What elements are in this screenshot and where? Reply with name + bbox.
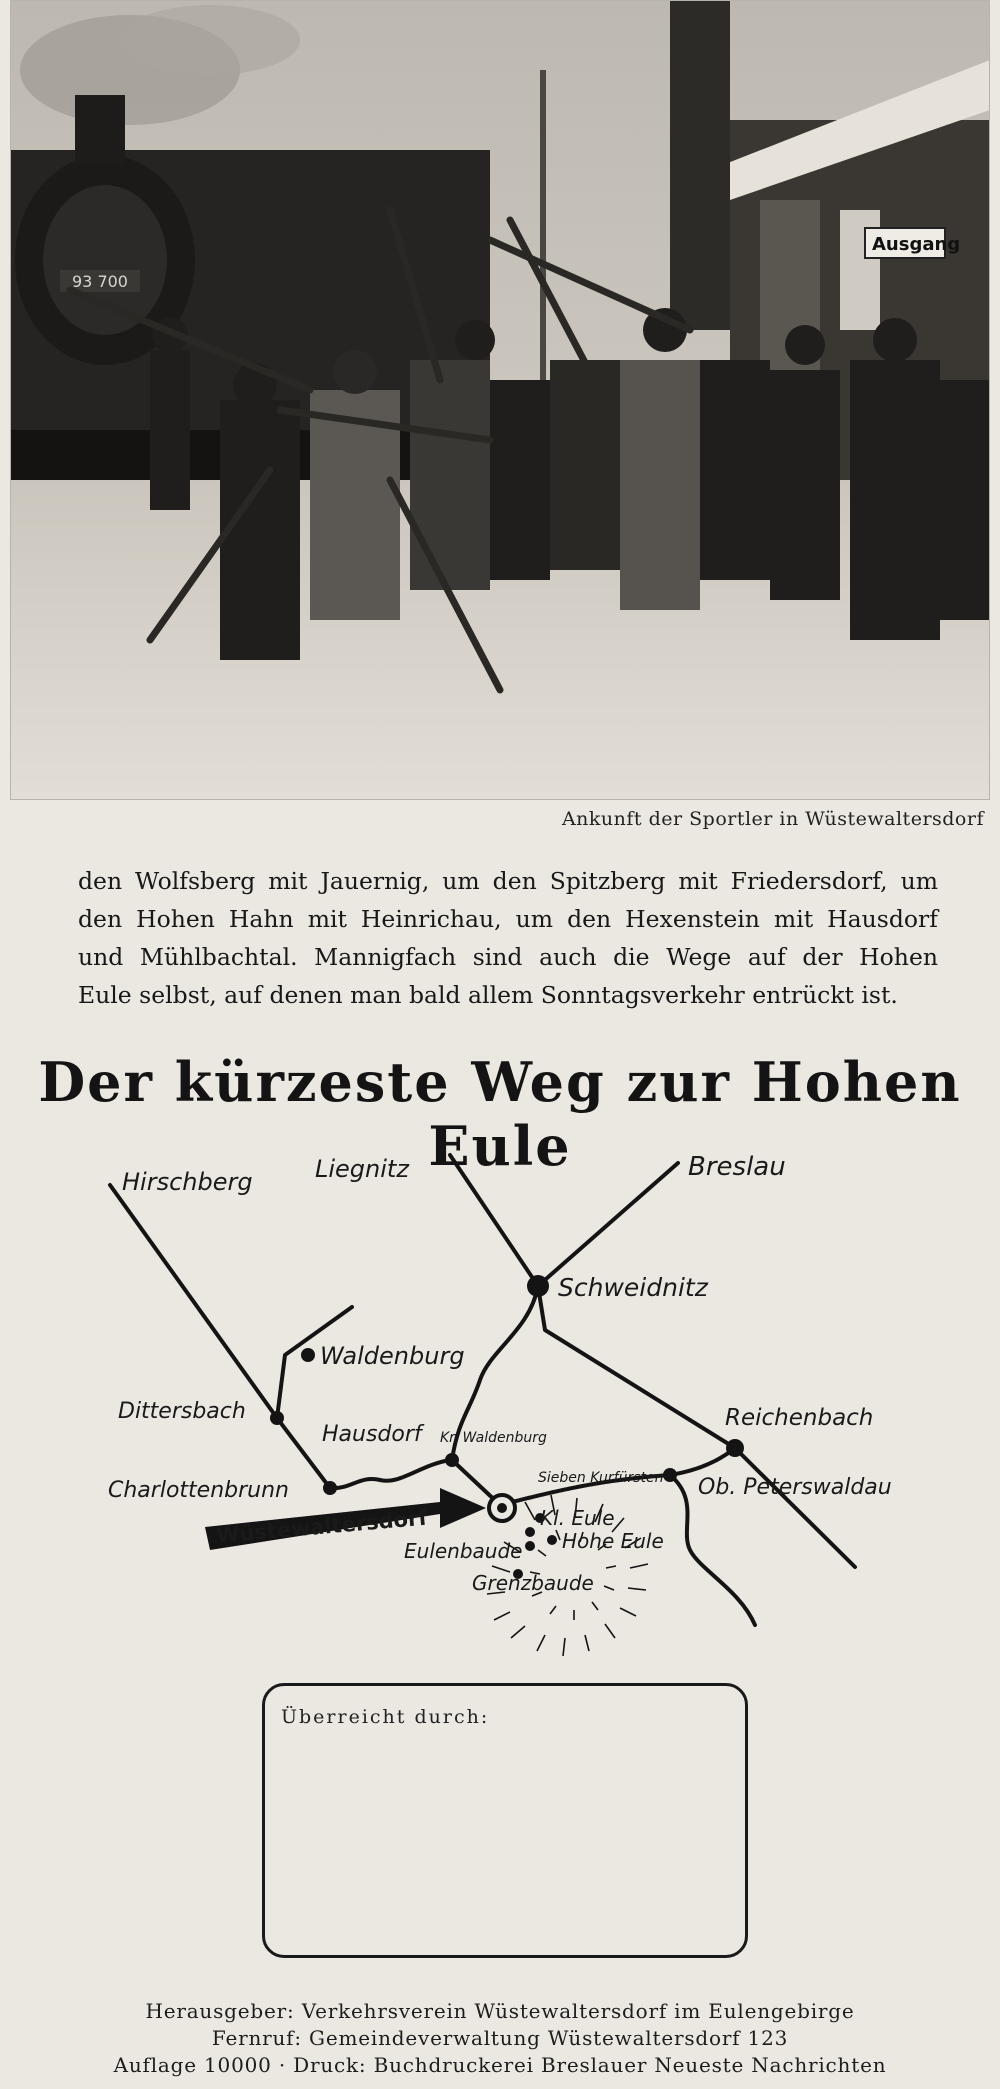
- photo-caption: Ankunft der Sportler in Wüstewaltersdorf: [561, 808, 984, 830]
- place-hausdorf: Hausdorf: [322, 1422, 422, 1447]
- place-hirschberg: Hirschberg: [122, 1168, 253, 1196]
- handover-label: Überreicht durch:: [281, 1706, 490, 1728]
- place-charlottenbrunn: Charlottenbrunn: [108, 1478, 289, 1503]
- rail-charlottenbrunn: [330, 1460, 450, 1488]
- place-kr-waldenburg: Kr. Waldenburg: [440, 1430, 547, 1446]
- imprint-print: Auflage 10000 · Druck: Buchdruckerei Breslauer Neueste Nachrichten: [113, 2053, 887, 2077]
- handover-box: [262, 1683, 748, 1958]
- station-photo: [10, 0, 990, 800]
- intro-line: den Wolfsberg mit Jauernig, um den Spitzberg mit Friedersdorf, um: [78, 867, 938, 895]
- intro-line: Eule selbst, auf denen man bald allem Sonntagsverkehr entrückt ist.: [78, 981, 898, 1009]
- imprint-phone: Fernruf: Gemeindeverwaltung Wüstewaltersdorf 123: [211, 2026, 789, 2050]
- place-waldenburg: Waldenburg: [320, 1342, 465, 1370]
- place-liegnitz: Liegnitz: [315, 1155, 409, 1183]
- place-dittersbach: Dittersbach: [118, 1399, 246, 1424]
- route-map: [0, 1130, 1000, 1690]
- rail-hirschberg: [110, 1185, 330, 1488]
- place-reichenbach: Reichenbach: [725, 1405, 874, 1431]
- intro-line: den Hohen Hahn mit Heinrichau, um den Hexenstein mit Hausdorf: [78, 905, 938, 933]
- place-schweidnitz: Schweidnitz: [558, 1273, 708, 1302]
- place-kl-eule: Kl. Eule: [540, 1506, 615, 1530]
- place-grenzbaude: Grenzbaude: [472, 1571, 594, 1595]
- intro-line: und Mühlbachtal. Mannigfach sind auch die Wege auf der Hohen: [78, 943, 938, 971]
- rail-breslau: [538, 1163, 678, 1286]
- intro-paragraph: [78, 862, 938, 1014]
- place-sieben-kurfuersten: Sieben Kurfürsten: [538, 1470, 664, 1486]
- place-breslau: Breslau: [688, 1152, 786, 1182]
- rail-liegnitz: [450, 1155, 538, 1286]
- exit-sign: Ausgang: [872, 234, 961, 255]
- place-ob-peterswaldau: Ob. Peterswaldau: [698, 1475, 892, 1500]
- place-eulenbaude: Eulenbaude: [404, 1539, 523, 1563]
- destination-label: Wüstewaltersdorf: [215, 1505, 429, 1548]
- place-hohe-eule: Hohe Eule: [562, 1529, 664, 1553]
- map-heading: Der kürzeste Weg zur Hohen Eule: [38, 1050, 962, 1178]
- imprint: [0, 1998, 1000, 2079]
- imprint-publisher: Herausgeber: Verkehrsverein Wüstewaltersdorf im Eulengebirge: [145, 1999, 855, 2023]
- locomotive-number: 93 700: [72, 272, 128, 291]
